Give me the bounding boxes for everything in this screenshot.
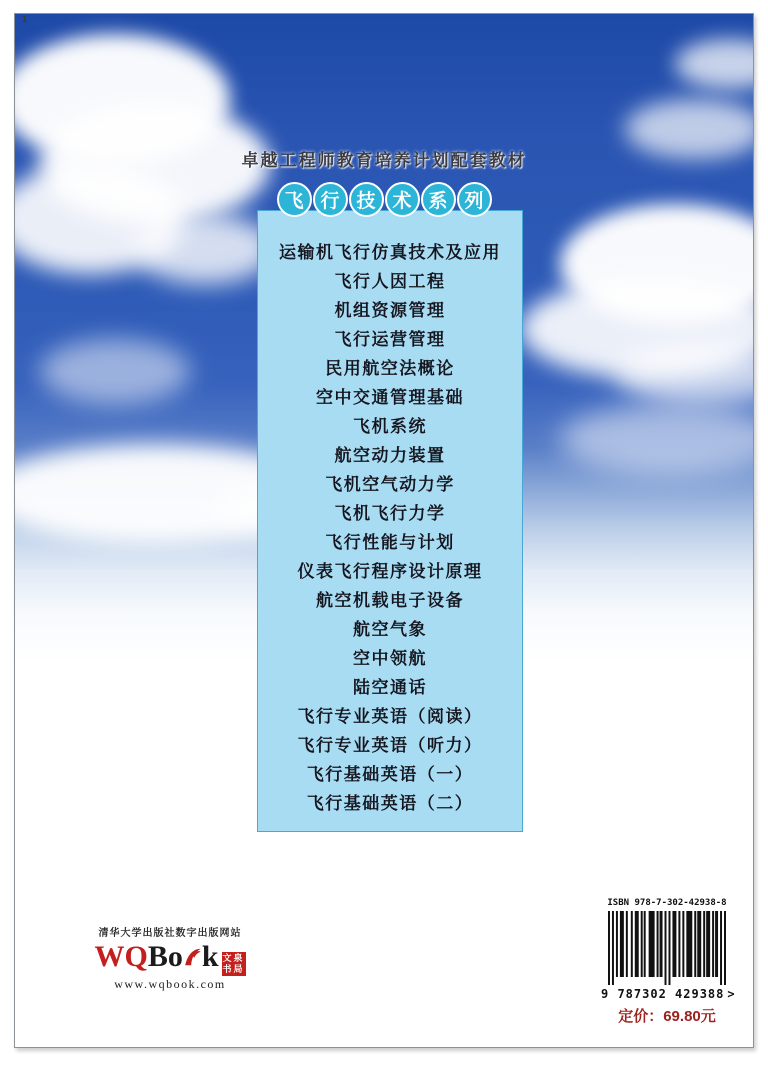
- series-tagline: 卓越工程师教育培养计划配套教材: [241, 151, 527, 170]
- book-list-item: 航空气象: [353, 620, 427, 639]
- book-list-item: 飞行专业英语（听力）: [297, 736, 483, 755]
- book-list-item: 运输机飞行仿真技术及应用: [279, 243, 501, 262]
- price-label: 定价：69.80元: [618, 1008, 716, 1025]
- book-list-item: 飞行人因工程: [334, 272, 446, 291]
- book-list-item: 机组资源管理: [334, 301, 446, 320]
- book-list-item: 仪表飞行程序设计原理: [297, 562, 483, 581]
- publisher-block: [70, 924, 270, 992]
- book-list-item: 飞行运营管理: [334, 330, 446, 349]
- book-list-item: 飞行基础英语（二）: [306, 794, 474, 813]
- book-list-item: 航空动力装置: [334, 446, 446, 465]
- book-list-item: 飞机飞行力学: [334, 504, 446, 523]
- seal-char: 书: [222, 964, 232, 974]
- series-badge-char: 列: [457, 182, 492, 217]
- logo-bo-text: Bo: [147, 940, 183, 973]
- barcode: [608, 911, 726, 987]
- book-list-item: 空中交通管理基础: [316, 388, 464, 407]
- isbn-number: ISBN 978-7-302-42938-8: [607, 898, 727, 908]
- series-badge-char: 飞: [277, 182, 312, 217]
- cloud: [135, 214, 275, 284]
- seal-char: 泉: [233, 953, 243, 963]
- publisher-seal: [222, 952, 246, 976]
- series-badge-char: 技: [349, 182, 384, 217]
- barcode-arrow: >: [727, 987, 736, 1001]
- barcode-digits: 9 787302 429388 >: [601, 987, 736, 1001]
- series-badge: [15, 182, 753, 217]
- series-badge-char: 术: [385, 182, 420, 217]
- cloud: [675, 39, 754, 89]
- book-list-item: 陆空通话: [353, 678, 427, 697]
- publisher-url: www.wqbook.com: [114, 977, 226, 991]
- corner-mark: 1: [22, 14, 28, 24]
- book-list-item: 飞机空气动力学: [325, 475, 455, 494]
- book-list: [258, 211, 522, 818]
- book-list-panel: [257, 210, 523, 832]
- book-back-cover: [14, 13, 754, 1048]
- bird-swoosh-icon: [183, 943, 202, 965]
- wqbook-logo: [70, 941, 270, 976]
- cloud: [560, 404, 754, 474]
- logo-k-text: k: [201, 940, 219, 973]
- book-list-item: 飞机系统: [353, 417, 427, 436]
- book-list-item: 航空机载电子设备: [316, 591, 464, 610]
- book-list-item: 飞行专业英语（阅读）: [297, 707, 483, 726]
- book-list-item: 飞行性能与计划: [325, 533, 455, 552]
- book-list-item: 空中领航: [353, 649, 427, 668]
- seal-char: 局: [233, 964, 243, 974]
- book-list-item: 民用航空法概论: [325, 359, 455, 378]
- series-badge-char: 系: [421, 182, 456, 217]
- book-list-item: 飞行基础英语（一）: [306, 765, 474, 784]
- seal-char: 文: [222, 953, 232, 963]
- logo-wq-text: WQ: [94, 940, 148, 973]
- publisher-site-name: 清华大学出版社数字出版网站: [98, 928, 242, 939]
- isbn-block: [601, 898, 736, 1026]
- series-badge-char: 行: [313, 182, 348, 217]
- cloud: [40, 339, 190, 404]
